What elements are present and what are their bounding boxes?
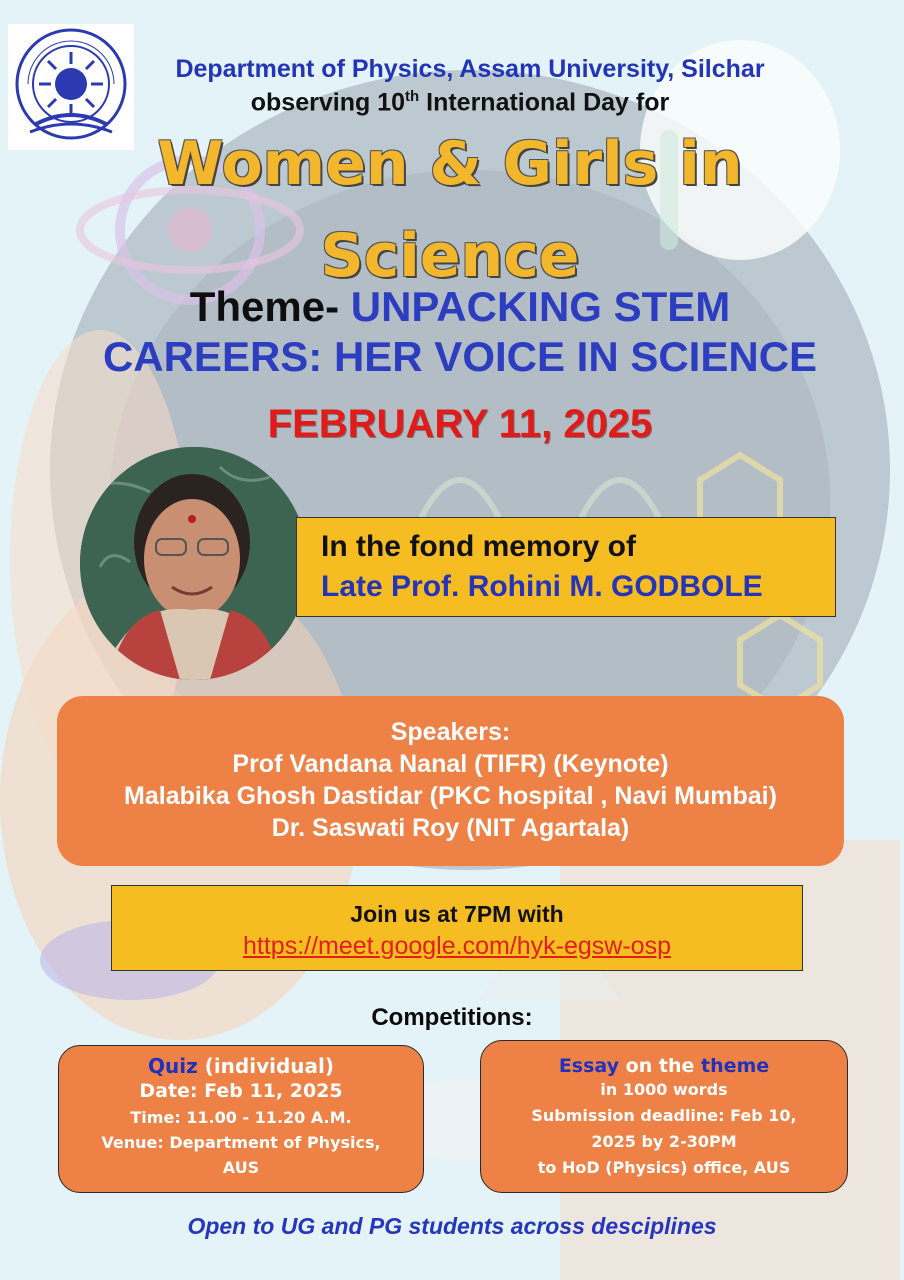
speaker-item: Malabika Ghosh Dastidar (PKC hospital , Navi Mumbai) — [124, 782, 777, 810]
eligibility-note: Open to UG and PG students across desciplines — [187, 1213, 717, 1239]
memorial-line-2: Late Prof. Rohini M. GODBOLE — [321, 570, 763, 603]
portrait-photo — [80, 447, 308, 680]
department-name: Department of Physics, Assam University, Silchar — [175, 55, 765, 83]
theme-line-2: CAREERS: HER VOICE IN SCIENCE — [102, 333, 818, 380]
essay-title-theme: theme — [700, 1055, 770, 1077]
event-title-line-1: Women & Girls in — [157, 129, 743, 199]
event-date: FEBRUARY 11, 2025 — [267, 402, 653, 446]
quiz-venue: Venue: Department of Physics, — [101, 1133, 381, 1152]
competitions-heading: Competitions: — [371, 1004, 533, 1031]
essay-title: Essay — [558, 1055, 620, 1077]
quiz-type: (individual) — [197, 1054, 335, 1078]
essay-deadline-2: 2025 by 2-30PM — [591, 1132, 737, 1151]
theme-prefix: Theme- — [189, 283, 340, 330]
essay-deadline: Submission deadline: Feb 10, — [531, 1106, 797, 1125]
memorial-banner — [296, 517, 836, 617]
join-text: Join us at 7PM with — [350, 901, 564, 927]
essay-title-mid: on the — [619, 1055, 701, 1077]
join-panel — [111, 885, 803, 971]
quiz-card — [58, 1045, 424, 1193]
speakers-panel — [57, 696, 844, 866]
observing-line: observing 10th International Day for — [250, 88, 670, 117]
meet-link[interactable]: https://meet.google.com/hyk-egsw-osp — [243, 932, 671, 960]
quiz-venue-2: AUS — [222, 1158, 260, 1177]
theme-line-1: UNPACKING STEM — [350, 283, 731, 330]
quiz-date: Date: Feb 11, 2025 — [139, 1080, 343, 1102]
speaker-item: Prof Vandana Nanal (TIFR) (Keynote) — [232, 750, 669, 778]
speaker-item: Dr. Saswati Roy (NIT Agartala) — [271, 814, 630, 842]
essay-office: to HoD (Physics) office, AUS — [537, 1158, 791, 1177]
speakers-heading: Speakers: — [390, 718, 511, 746]
portrait-image — [80, 447, 308, 680]
event-title-line-2: Science — [320, 221, 580, 291]
event-title — [80, 118, 820, 302]
essay-words: in 1000 words — [600, 1080, 728, 1099]
event-theme — [60, 282, 860, 382]
quiz-time: Time: 11.00 - 11.20 A.M. — [130, 1108, 352, 1127]
essay-card — [480, 1040, 848, 1193]
quiz-title: Quiz — [147, 1054, 198, 1078]
memorial-line-1: In the fond memory of — [321, 530, 636, 563]
